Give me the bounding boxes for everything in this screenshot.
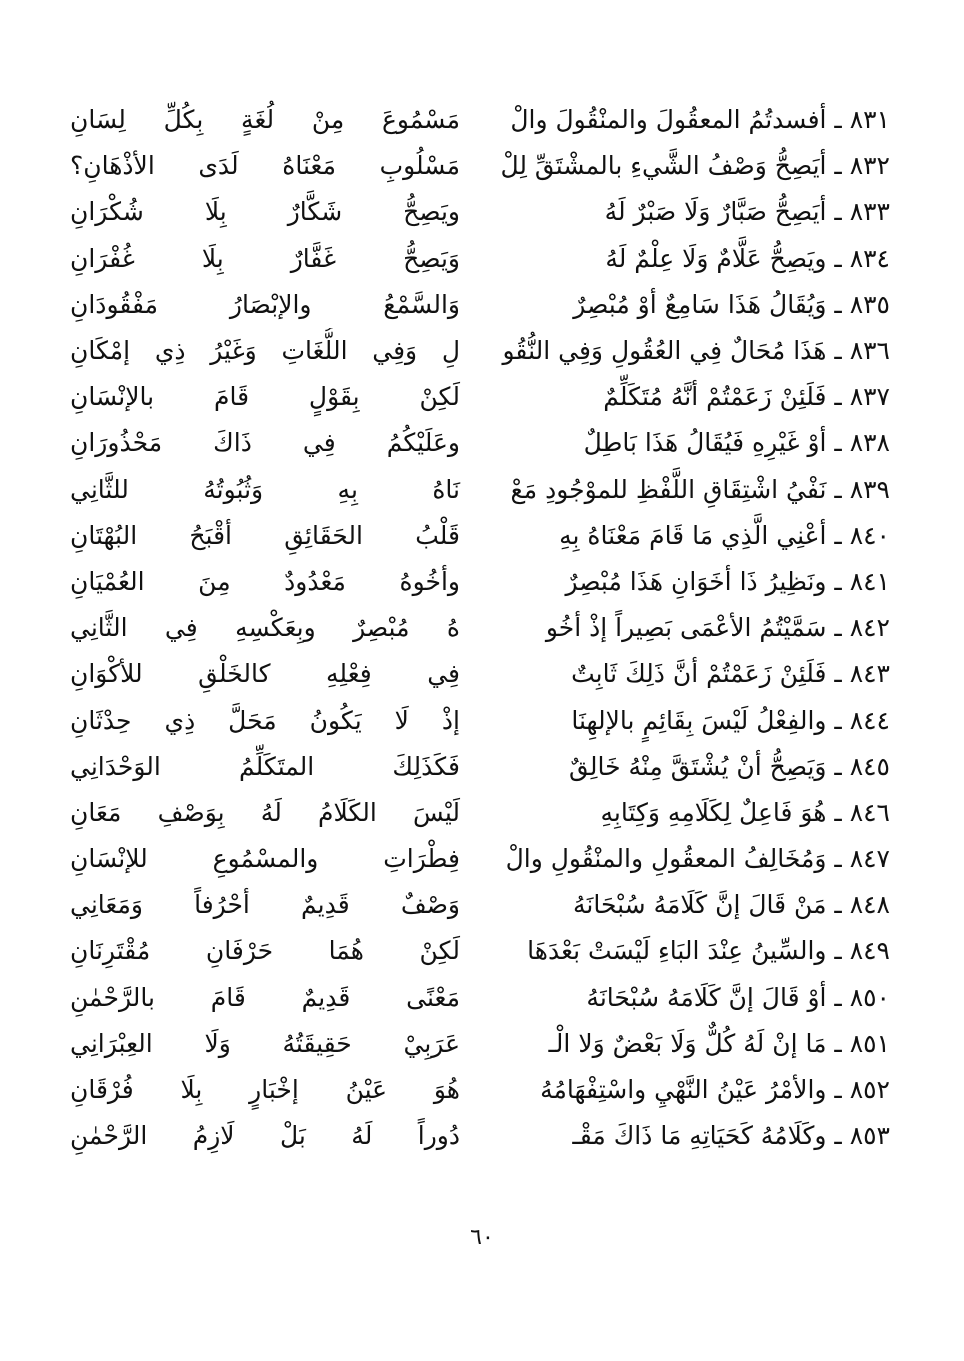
poem-body [70, 97, 890, 1227]
verse-line [70, 143, 890, 189]
verse-second-hemistich: إذْ لَا يَكُونُ مَحَلَّ ذِي حِدْثَانِ [70, 705, 460, 735]
verse-first-hemistich: ٨٤٤ ـ والفِعْلُ لَيْسَ بِقَائِمٍ بالإلهِنَا [571, 705, 890, 735]
verse-line [70, 374, 890, 420]
verse-first-hemistich: ٨٤٦ ـ هُوَ فَاعِلٌ لِكَلَامِهِ وَكِتَابِهِ [600, 797, 890, 827]
verse-line [70, 189, 890, 235]
verse-line [70, 697, 890, 743]
verse-first-hemistich: ٨٤٩ ـ والسِّينُ عِنْدَ البَاءِ لَيْسَتْ بَعْدَهَا [527, 936, 890, 966]
verse-second-hemistich: لِ وَفِي اللُّغَاتِ وَغَيْرُ ذِي إمْكَانِ [70, 336, 460, 366]
verse-second-hemistich: عَرَبِيْ حَقِيقَتُهُ وَلَا العِبْرَانِي [70, 1028, 460, 1058]
verse-second-hemistich: وأخُوهُ مَعْدُودٌ مِنَ العُمْيَانِ [70, 566, 460, 596]
verse-line [70, 97, 890, 143]
verse-first-hemistich: ٨٥٠ ـ أوْ قَالَ إنَّ كَلَامَهُ سُبْحَانَهُ [586, 982, 890, 1012]
verse-second-hemistich: فَكَذَلِكَ المتَكَلِّمُ الوَحْدَانِي [70, 751, 460, 781]
verse-line [70, 282, 890, 328]
verse-first-hemistich: ٨٥١ ـ مَا إنْ لَهُ كُلٌّ وَلَا بَعْضٌ وَلا الْـ [548, 1028, 890, 1058]
verse-first-hemistich: ٨٤٠ ـ أعْنِي الَّذِي مَا قَامَ مَعْنَاهُ بِهِ [559, 520, 890, 550]
page-number: ٦٠ [470, 1225, 494, 1250]
verse-second-hemistich: مَسْمُوعَ مِنْ لُغَةٍ بِكُلِّ لِسَانِ [70, 105, 460, 135]
verse-first-hemistich: ٨٤٥ ـ وَيَصِحُّ أنْ يُشْتَقَّ مِنْهُ خَالِقٌ [569, 751, 890, 781]
verse-first-hemistich: ٨٤١ ـ ونَظِيرُ ذَا أخَوَانِ هَذَا مُبْصِرٌ [565, 566, 890, 596]
verse-first-hemistich: ٨٤٣ ـ فَلَئِنْ زَعَمْتُمْ أنَّ ذَلِكَ ثَابِتٌ [571, 659, 890, 689]
verse-first-hemistich: ٨٤٧ ـ وَمُخَالِفُ المعقُولِ والمنْقُولِ والْ [505, 844, 890, 874]
verse-first-hemistich: ٨٥٣ ـ وكَلَامُهُ كَحَيَاتِهِ مَا ذَاكَ مَقْـ [572, 1121, 890, 1151]
verse-first-hemistich: ٨٤٢ ـ سَمَّيْتُمُ الأعْمَى بَصِيراً إذْ أخُو [545, 613, 890, 643]
verse-line [70, 1021, 890, 1067]
verse-line [70, 651, 890, 697]
verse-second-hemistich: وَيَصِحُّ غَفَّارٌ بِلَا غُفْرَانِ [70, 243, 460, 273]
verse-first-hemistich: ٨٣٧ ـ فَلَئِنْ زَعَمْتُمْ أنَّهُ مُتَكَلِّمٌ [603, 382, 890, 412]
verse-first-hemistich: ٨٣٤ ـ ويَصِحُّ عَلَّامٌ وَلَا عِلْمٌ لَهُ [605, 243, 890, 273]
verse-first-hemistich: ٨٣٨ ـ أوْ غَيْرِهِ فَيُقَالُ هَذَا بَاطِلٌ [583, 428, 890, 458]
verse-first-hemistich: ٨٣١ ـ أفسدتُمُ المعقُولَ والمنْقُولَ والْ [510, 105, 890, 135]
verse-second-hemistich: هُوَ عَيْنُ إخْبَارٍ بِلَا فُرْقَانِ [70, 1075, 460, 1105]
verse-second-hemistich: مَعْنًى قَدِيمٌ قَامَ بالرَّحْمٰنِ [70, 982, 460, 1012]
verse-line [70, 790, 890, 836]
verse-second-hemistich: وَصْفٌ قَدِيمٌ أحْرُفاً وَمَعَانِي [70, 890, 460, 920]
verse-second-hemistich: قَلْبُ الحَقَائِقِ أقْبَحُ البُهْتَانِ [70, 520, 460, 550]
verse-second-hemistich: لَيْسَ الكَلَامُ لَهُ بِوَصْفِ مَعَانِ [70, 797, 460, 827]
verse-line [70, 513, 890, 559]
verse-first-hemistich: ٨٣٦ ـ هَذَا مُحَالٌ فِي العُقُولِ وَفِي النُّقُو [502, 336, 890, 366]
verse-line [70, 975, 890, 1021]
verse-line [70, 1113, 890, 1159]
verse-first-hemistich: ٨٣٥ ـ وَيُقَالُ هَذَا سَامِعٌ أوْ مُبْصِرٌ [573, 289, 890, 319]
verse-line [70, 328, 890, 374]
verse-second-hemistich: هُ مُبْصِرٌ وبِعَكْسِهِ فِي الثَّانِي [70, 613, 460, 643]
verse-line [70, 744, 890, 790]
verse-second-hemistich: فِي فِعْلِهِ كالخَلْقِ للأكْوَانِ [70, 659, 460, 689]
verse-second-hemistich: نَاهُ بِهِ وَثُبُوتُهُ للثَّانِي [70, 474, 460, 504]
verse-line [70, 928, 890, 974]
verse-second-hemistich: وعَلَيْكُمُ فِي ذَاكَ مَحْذُورَانِ [70, 428, 460, 458]
verse-first-hemistich: ٨٣٢ ـ أيَصِحُّ وَصْفُ الشَّيءِ بالمشْتَقِّ لِلْ [500, 151, 890, 181]
verse-second-hemistich: دُوراً لَهُ بَلْ لَازِمُ الرَّحْمٰنِ [70, 1121, 460, 1151]
verse-line [70, 467, 890, 513]
verse-line [70, 882, 890, 928]
verse-first-hemistich: ٨٣٣ ـ أيَصِحُّ صَبَّارٌ وَلَا صَبْرٌ لَهُ [604, 197, 890, 227]
verse-line [70, 836, 890, 882]
verse-line [70, 605, 890, 651]
verse-first-hemistich: ٨٤٨ ـ مَنْ قَالَ إنَّ كَلَامَهُ سُبْحَانَهُ [573, 890, 890, 920]
verse-line [70, 1067, 890, 1113]
verse-second-hemistich: لَكِنْ هُمَا حَرْفَانِ مُقْتَرِنَانِ [70, 936, 460, 966]
verse-second-hemistich: مَسْلُوبِ مَعْنَاهُ لَدَى الأذْهَانِ؟ [70, 151, 460, 181]
verse-line [70, 420, 890, 466]
verse-second-hemistich: وَالسَّمْعُ والإبْصَارُ مَفْقُودَانِ [70, 289, 460, 319]
verse-second-hemistich: فِطْرَاتِ والمسْمُوعِ للإنْسَانِ [70, 844, 460, 874]
verse-first-hemistich: ٨٣٩ ـ نَفْيُ اشْتِقَاقِ اللَّفْظِ للموْجُودِ مَعْ [510, 474, 890, 504]
verse-line [70, 559, 890, 605]
verse-second-hemistich: ويَصِحُّ شَكَّارٌ بِلَا شُكْرَانِ [70, 197, 460, 227]
verse-first-hemistich: ٨٥٢ ـ والأمْرُ عَيْنُ النَّهْيِ واسْتِفْهَامُهُ [540, 1075, 890, 1105]
verse-second-hemistich: لَكِنْ بِقَوْلٍ قَامَ بالإنْسَانِ [70, 382, 460, 412]
verse-line [70, 236, 890, 282]
